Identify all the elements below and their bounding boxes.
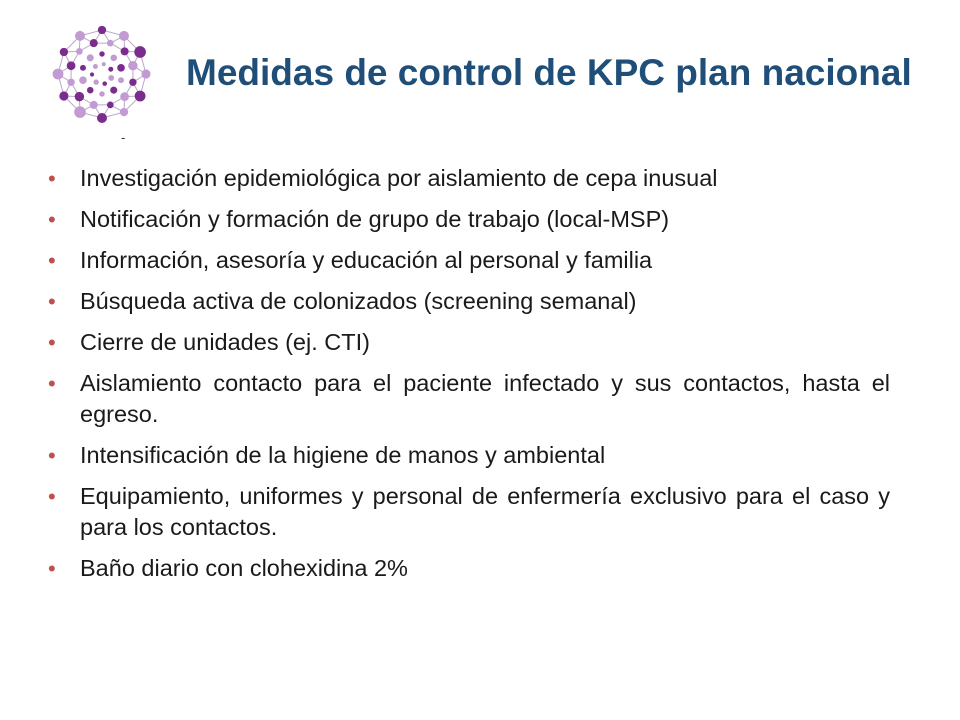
logo-node-dot bbox=[75, 31, 85, 41]
logo-node-dot bbox=[87, 87, 94, 94]
logo-node-dot bbox=[60, 48, 68, 56]
bullet-text: Intensificación de la higiene de manos y ambiental bbox=[80, 442, 606, 468]
bullet-dot-icon: • bbox=[48, 443, 56, 468]
logo-node-dot bbox=[128, 61, 137, 70]
bullet-text: Equipamiento, uniformes y personal de enfermería exclusivo para el caso y para los contactos. bbox=[80, 483, 890, 540]
logo-node-dot bbox=[102, 81, 107, 86]
logo-node-dot bbox=[90, 39, 98, 47]
logo-node-dot bbox=[141, 69, 150, 78]
logo-node-dot bbox=[90, 101, 98, 109]
bullet-dot-icon: • bbox=[48, 289, 56, 314]
logo-node-dot bbox=[108, 67, 113, 72]
bullet-dot-icon: • bbox=[48, 330, 56, 355]
bullet-dot-icon: • bbox=[48, 371, 56, 396]
logo-node-dot bbox=[99, 91, 104, 96]
logo-node-dot bbox=[108, 75, 114, 81]
logo-node-dot bbox=[117, 64, 125, 72]
logo-node-dot bbox=[87, 54, 94, 61]
bullet-item bbox=[46, 553, 890, 584]
bullet-dot-icon: • bbox=[48, 207, 56, 232]
bullet-item bbox=[46, 481, 890, 543]
logo-node-dot bbox=[110, 55, 117, 62]
logo-node-dot bbox=[79, 76, 87, 84]
logo-node-dot bbox=[129, 79, 136, 86]
page-title: Medidas de control de KPC plan nacional bbox=[186, 52, 912, 93]
logo-node-dot bbox=[53, 69, 64, 80]
logo-node-dot bbox=[121, 47, 129, 55]
bullet-dot-icon: • bbox=[48, 484, 56, 509]
bullet-item bbox=[46, 245, 890, 276]
logo-node-dot bbox=[119, 31, 129, 41]
logo-node-dot bbox=[110, 87, 117, 94]
bullet-dot-icon: • bbox=[48, 166, 56, 191]
bullet-text: Investigación epidemiológica por aislamiento de cepa inusual bbox=[80, 165, 718, 191]
logo-node-dot bbox=[80, 65, 86, 71]
bullet-item bbox=[46, 204, 890, 235]
bullet-text: Notificación y formación de grupo de trabajo (local-MSP) bbox=[80, 206, 670, 232]
logo-node-dot bbox=[97, 113, 107, 123]
logo-node-dot bbox=[67, 61, 76, 70]
logo-node-dot bbox=[120, 92, 129, 101]
bullet-item bbox=[46, 327, 890, 358]
bullet-item bbox=[46, 368, 890, 430]
logo-node-dot bbox=[135, 91, 146, 102]
logo-caption: - bbox=[121, 130, 126, 145]
bullet-item bbox=[46, 286, 890, 317]
bullet-item bbox=[46, 163, 890, 194]
logo-node-dot bbox=[90, 72, 94, 76]
logo-node-dot bbox=[67, 79, 74, 86]
logo-node-dot bbox=[75, 92, 84, 101]
logo-node-dot bbox=[59, 91, 68, 100]
logo-node-dot bbox=[93, 79, 98, 84]
circular-network-logo-icon bbox=[50, 24, 154, 128]
bullet-text: Baño diario con clohexidina 2% bbox=[80, 555, 408, 581]
bullet-text: Cierre de unidades (ej. CTI) bbox=[80, 329, 370, 355]
logo-node-dot bbox=[107, 102, 114, 109]
logo-node-dot bbox=[134, 46, 146, 58]
bullet-text: Búsqueda activa de colonizados (screening semanal) bbox=[80, 288, 637, 314]
logo-node-dot bbox=[93, 64, 98, 69]
logo-node-dot bbox=[120, 108, 128, 116]
logo-node-dot bbox=[74, 106, 86, 118]
logo-node-dot bbox=[107, 40, 114, 47]
bullet-text: Información, asesoría y educación al personal y familia bbox=[80, 247, 653, 273]
bullet-list bbox=[46, 163, 890, 594]
logo-node-dot bbox=[98, 26, 106, 34]
bullet-item bbox=[46, 440, 890, 471]
logo-node-dot bbox=[76, 48, 83, 55]
bullet-text: Aislamiento contacto para el paciente infectado y sus contactos, hasta el egreso. bbox=[80, 370, 890, 427]
bullet-dot-icon: • bbox=[48, 248, 56, 273]
logo-node-dot bbox=[118, 77, 124, 83]
bullet-dot-icon: • bbox=[48, 556, 56, 581]
logo-node-dot bbox=[102, 62, 106, 66]
logo-node-dot bbox=[99, 51, 104, 56]
